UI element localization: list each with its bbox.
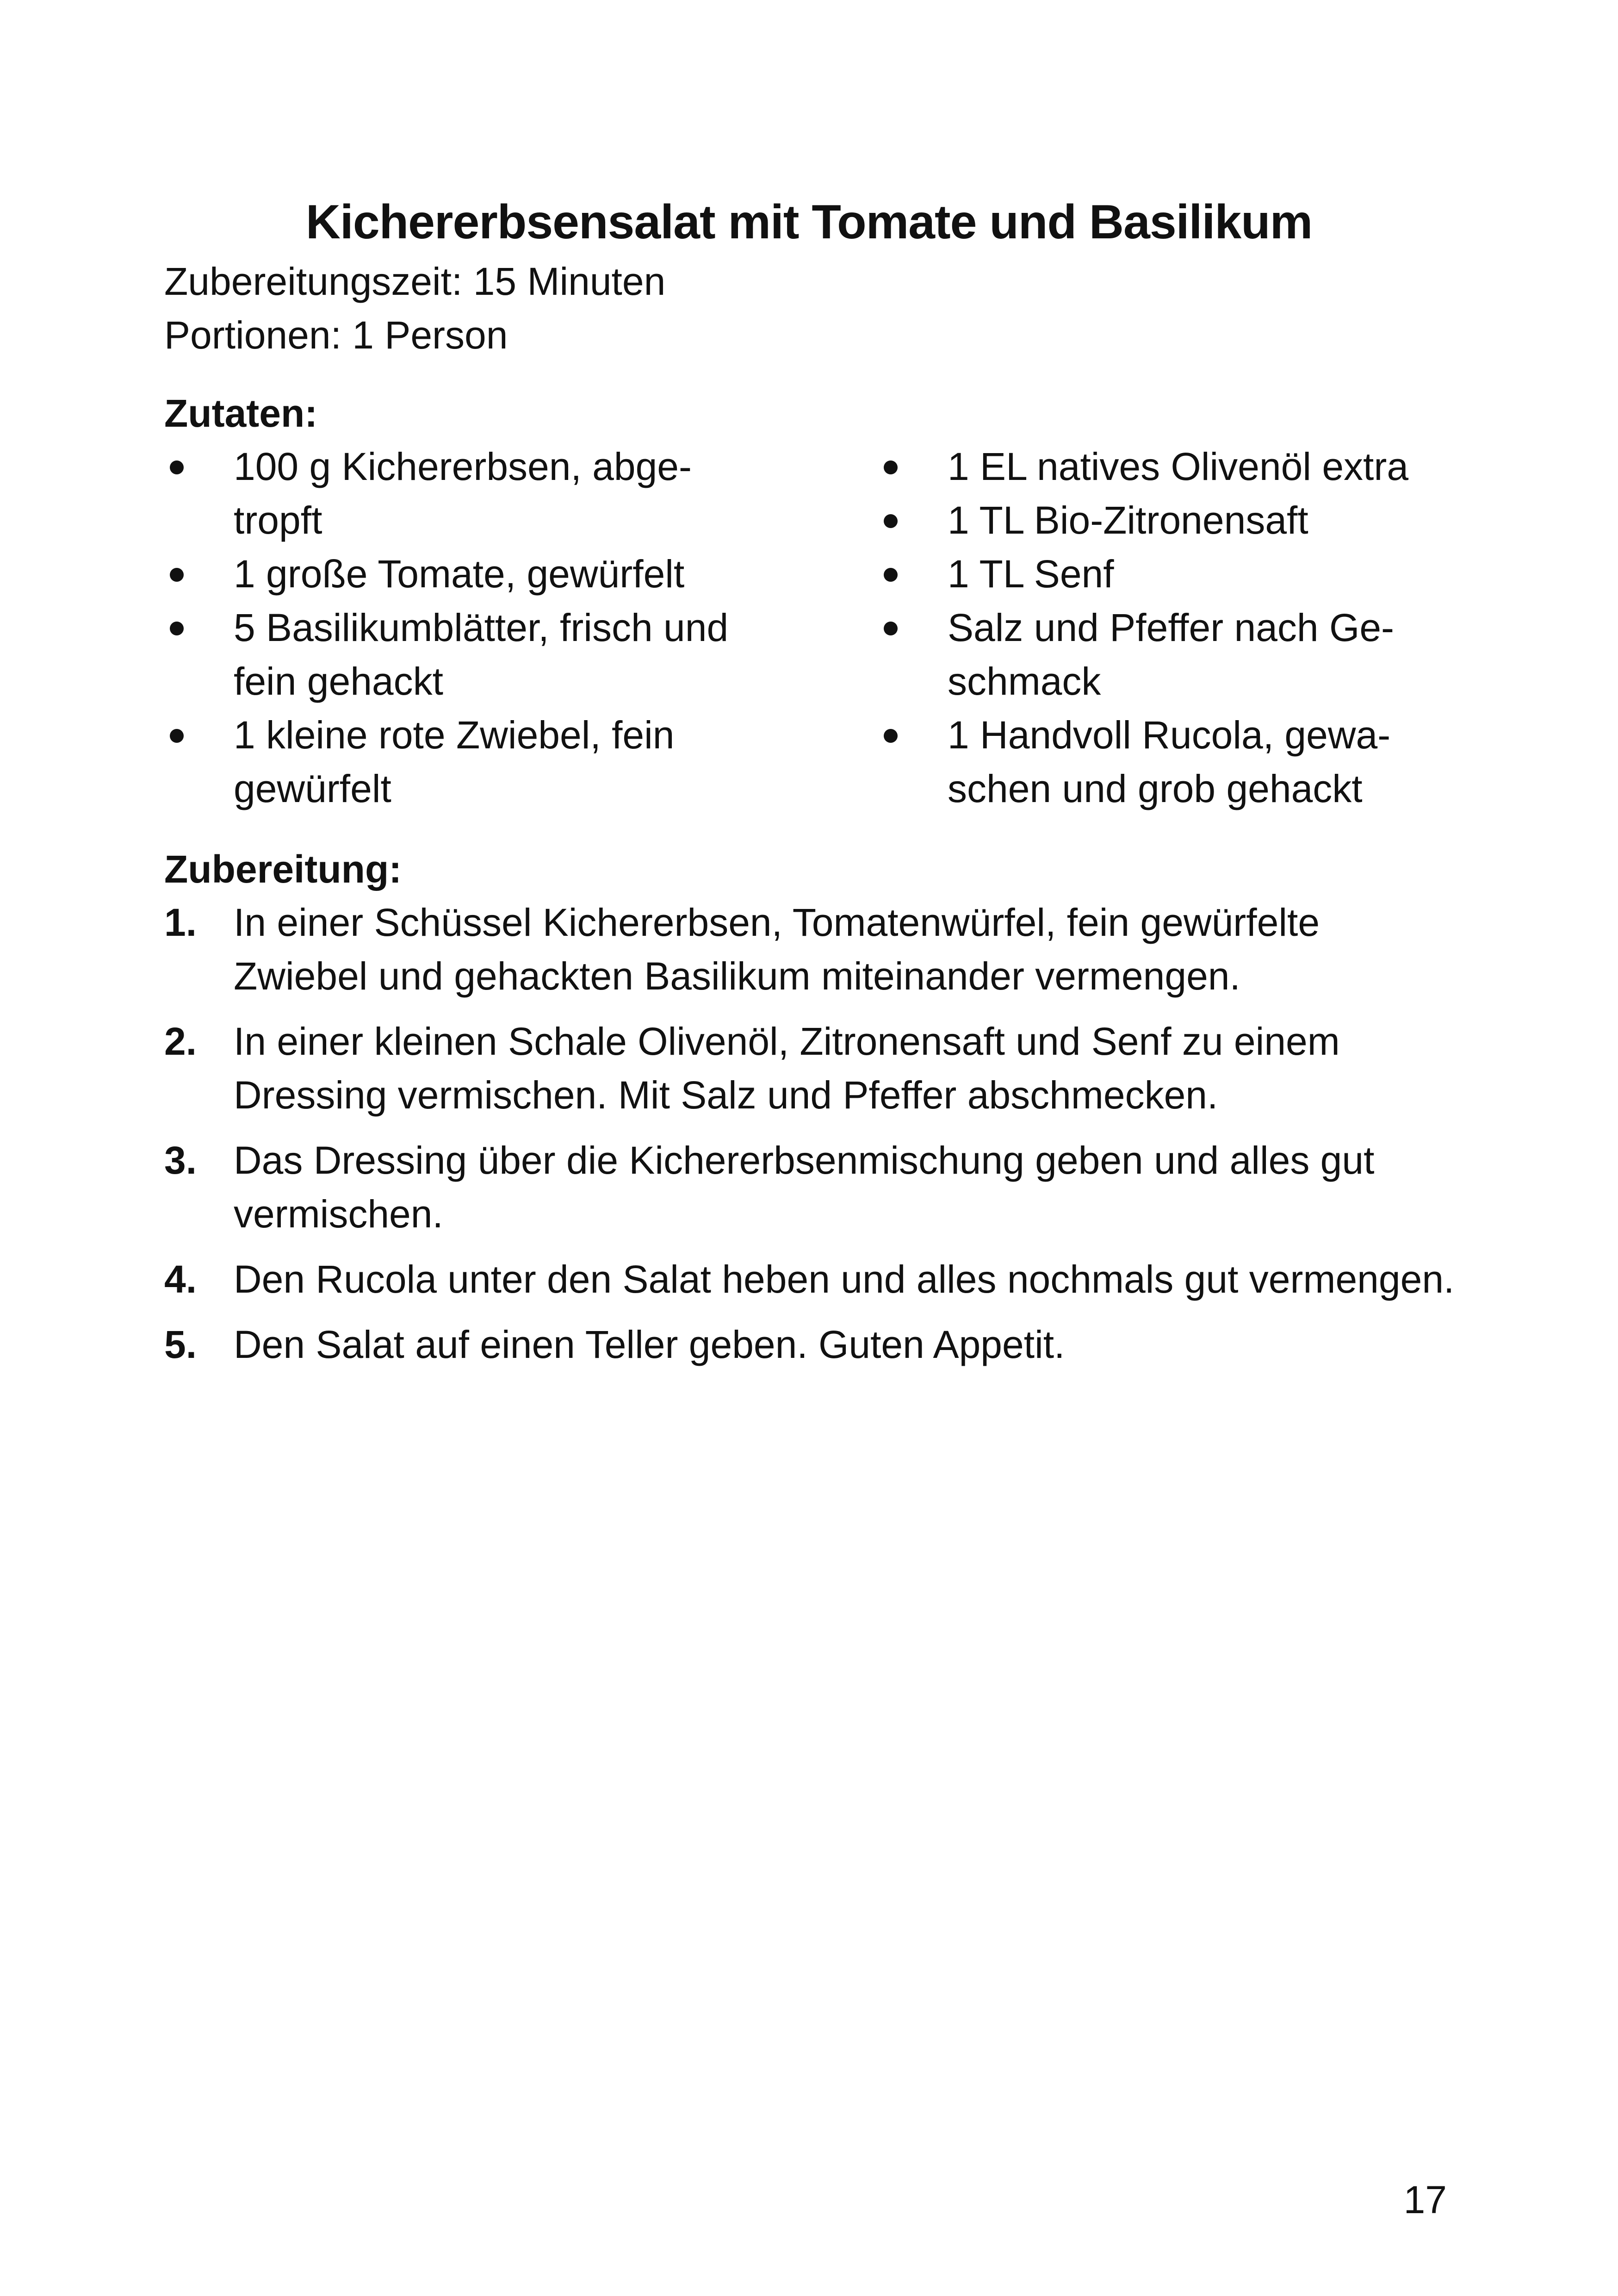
bullet-icon [170,622,184,635]
ingredient-item [164,440,729,547]
ingredients-list-right [878,440,1475,815]
ingredient-item [164,601,729,708]
ingredient-item [878,493,1475,547]
ingredient-text: 1 große Tomate, gewürfelt [234,552,685,596]
prep-time: Zubereitungszeit: 15 Minuten [164,260,666,303]
step-item [164,1252,1460,1306]
portions: Portionen: 1 Person [164,313,508,357]
ingredient-item [878,601,1475,708]
method-heading: Zubereitung: [164,847,402,891]
ingredient-text: Salz und Pfeffer nach Ge-schmack [948,606,1395,703]
ingredients-list-left [164,440,729,815]
ingredient-text: 5 Basilikumblätter, frisch und fein gehackt [234,606,729,703]
step-text: In einer kleinen Schale Olivenöl, Zitronensaft und Senf zu einem Dressing vermischen. Mit Salz und Pfeffer abschmecken. [234,1020,1340,1117]
ingredient-item [878,547,1475,601]
ingredient-item [164,547,729,601]
step-text: Den Rucola unter den Salat heben und alles nochmals gut vermengen. [234,1257,1455,1301]
ingredient-item [164,708,729,815]
bullet-icon [884,514,898,528]
step-item [164,1133,1460,1241]
ingredient-text: 1 TL Senf [948,552,1114,596]
bullet-icon [170,460,184,474]
ingredient-text: 1 EL natives Olivenöl extra [948,445,1409,488]
bullet-icon [170,729,184,743]
step-item [164,1014,1460,1122]
step-number: 4. [164,1257,197,1301]
bullet-icon [884,729,898,743]
page-number: 17 [1403,2178,1447,2221]
ingredient-text: 1 Handvoll Rucola, gewa-schen und grob gehackt [948,713,1391,810]
method-steps [164,896,1460,1383]
step-item [164,896,1460,1003]
bullet-icon [884,568,898,582]
step-number: 1. [164,901,197,944]
ingredients-heading: Zutaten: [164,392,318,435]
ingredient-item [878,708,1475,815]
bullet-icon [170,568,184,582]
step-number: 5. [164,1323,197,1366]
step-text: Den Salat auf einen Teller geben. Guten Appetit. [234,1323,1065,1366]
ingredient-text: 1 kleine rote Zwiebel, fein gewürfelt [234,713,675,810]
step-text: In einer Schüssel Kichererbsen, Tomatenwürfel, fein gewürfelte Zwiebel und gehackten Basilikum miteinander vermengen. [234,901,1320,998]
step-item [164,1318,1460,1371]
ingredient-text: 1 TL Bio-Zitronensaft [948,498,1308,542]
recipe-title: Kichererbsensalat mit Tomate und Basilikum [305,195,1313,249]
ingredient-item [878,440,1475,493]
step-number: 3. [164,1139,197,1182]
step-number: 2. [164,1020,197,1063]
ingredient-text: 100 g Kichererbsen, abge-tropft [234,445,692,542]
bullet-icon [884,622,898,635]
step-text: Das Dressing über die Kichererbsenmischung geben und alles gut vermischen. [234,1139,1375,1236]
bullet-icon [884,460,898,474]
